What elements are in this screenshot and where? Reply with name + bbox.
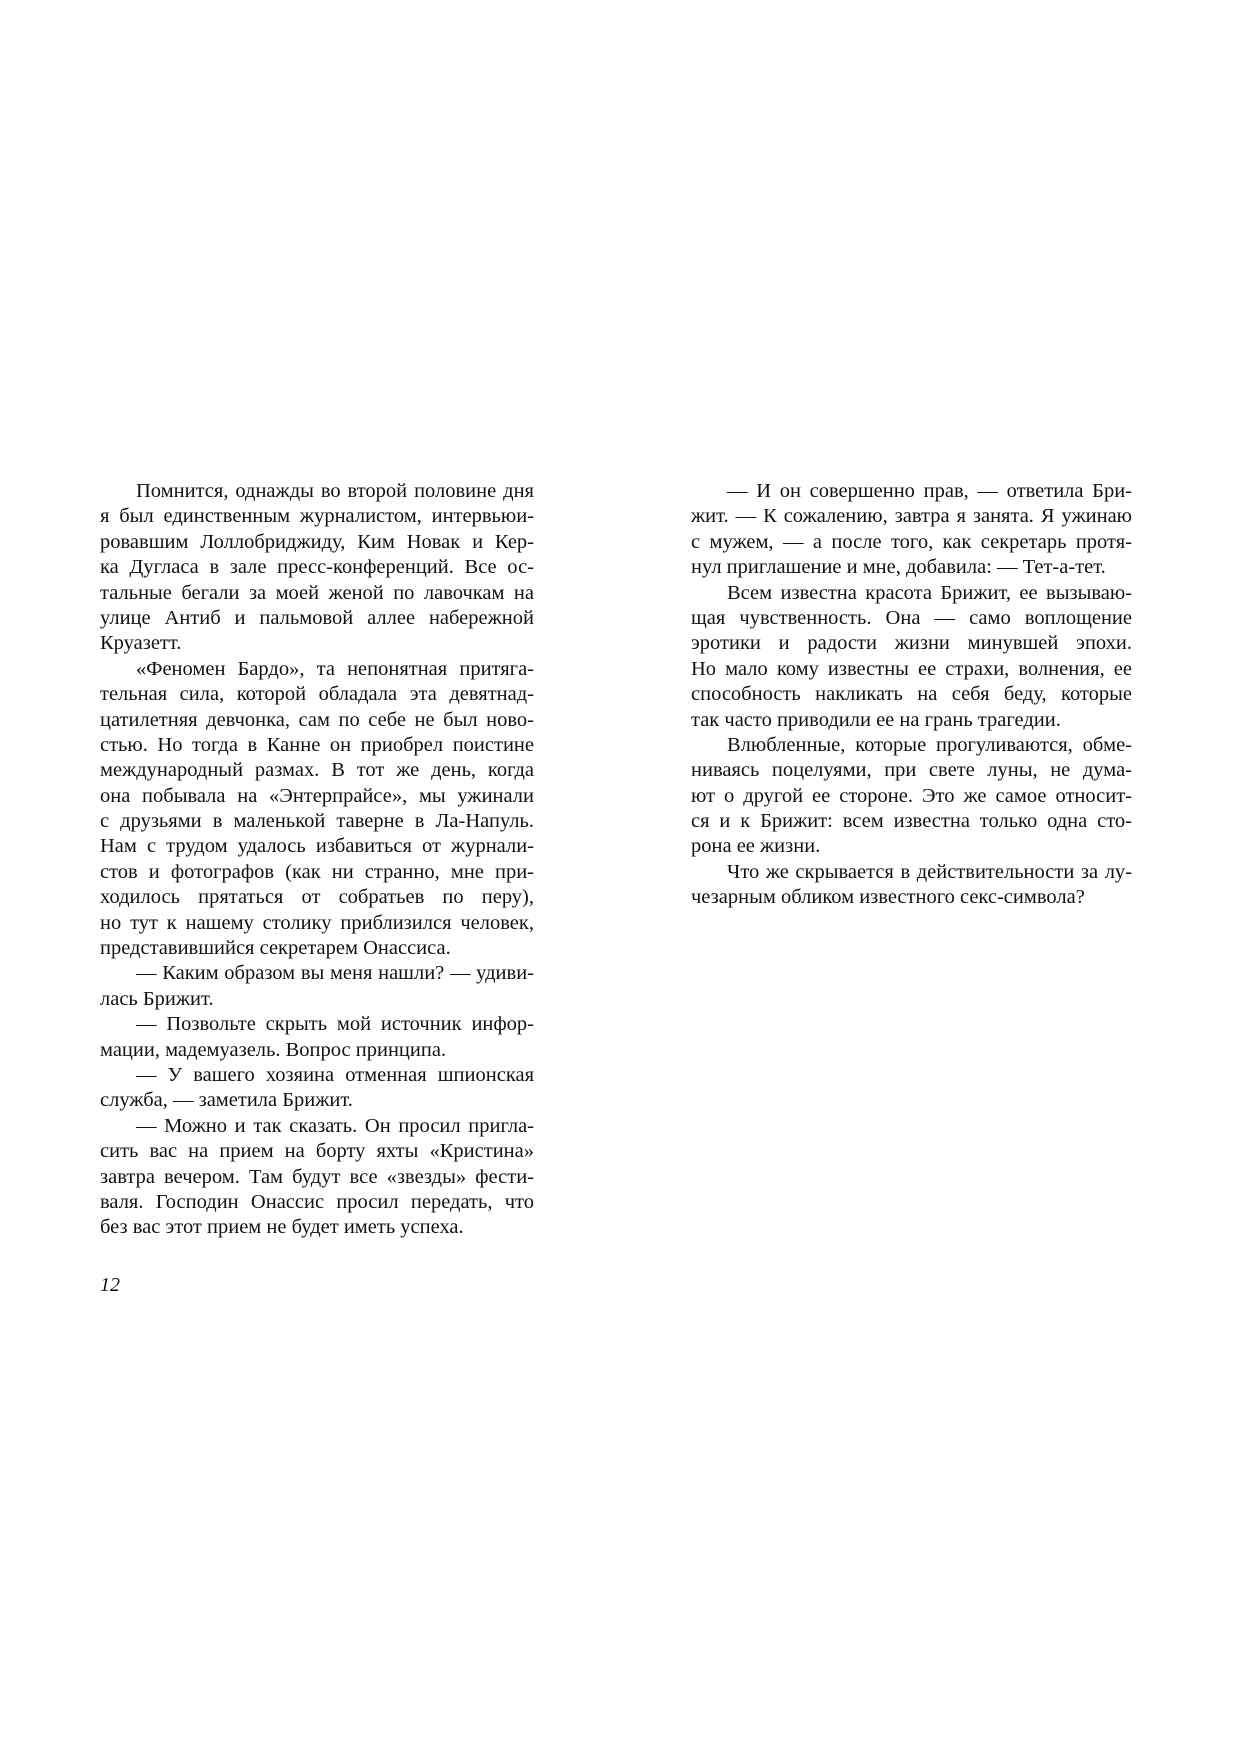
text-line: она побывала на «Энтерпрайсе», мы ужинали (100, 784, 534, 807)
text-line: мации, мадемуазель. Вопрос принципа. (100, 1038, 447, 1061)
left-column (100, 479, 534, 1241)
text-line: эротики и радости жизни минувшей эпохи. (691, 632, 1132, 655)
text-line: Нам с трудом удалось избавиться от журнали- (100, 835, 534, 858)
text-line: стью. Но тогда в Канне он приобрел поистине (100, 733, 534, 756)
text-line: — У вашего хозяина отменная шпионская (136, 1063, 534, 1086)
text-line: Помнится, однажды во второй половине дня (136, 480, 534, 502)
text-line: тальные бегали за моей женой по лавочкам на (100, 581, 534, 604)
text-line: Всем известна красота Брижит, ее вызываю- (727, 581, 1132, 604)
text-line: ся и к Брижит: всем известна только одна сто- (691, 810, 1132, 833)
text-line: лась Брижит. (100, 987, 214, 1010)
text-line: так часто приводили ее на грань трагедии. (691, 708, 1061, 731)
text-line: — Можно и так сказать. Он просил пригла- (136, 1114, 534, 1137)
text-line: чезарным обликом известного секс-символа? (691, 886, 1085, 909)
page-number: 12 (100, 1274, 120, 1296)
text-line: щая чувственность. Она — само воплощение (691, 606, 1132, 629)
text-line: но тут к нашему столику приблизился человек, (100, 911, 534, 934)
text-line: нул приглашение и мне, добавила: — Тет-а-тет. (691, 556, 1106, 579)
text-line: ка Дугласа в зале пресс-конференций. Все ос- (100, 556, 534, 579)
text-line: ходилось прятаться от собратьев по перу), (100, 886, 534, 909)
text-line: ровавшим Лоллобриджиду, Ким Новак и Кер- (100, 530, 534, 553)
text-line: служба, — заметила Брижит. (100, 1089, 353, 1112)
text-line: завтра вечером. Там будут все «звезды» фести- (100, 1165, 534, 1188)
text-line: ют о другой ее стороне. Это же самое относит- (691, 784, 1132, 807)
text-line: жит. — К сожалению, завтра я занята. Я ужинаю (691, 505, 1132, 528)
text-line: способность накликать на себя беду, которые (691, 683, 1132, 706)
text-line: международный размах. В тот же день, когда (100, 759, 534, 782)
text-line: — И он совершенно прав, — ответила Бри- (727, 480, 1132, 502)
text-line: Что же скрывается в действительности за лу- (727, 860, 1132, 883)
text-line: сить вас на прием на борту яхты «Кристина» (100, 1140, 534, 1163)
text-line: Влюбленные, которые прогуливаются, обме- (727, 733, 1132, 756)
text-line: стов и фотографов (как ни странно, мне при- (100, 860, 534, 883)
text-line: рона ее жизни. (691, 835, 821, 858)
text-line: улице Антиб и пальмовой аллее набережной (100, 606, 534, 629)
text-line: — Каким образом вы меня нашли? — удиви- (136, 962, 534, 985)
text-line: тельная сила, которой обладала эта девятнад- (100, 683, 534, 706)
text-line: Круазетт. (100, 632, 182, 655)
text-line: — Позвольте скрыть мой источник инфор- (136, 1013, 534, 1036)
text-line: с мужем, — а после того, как секретарь протя- (691, 530, 1132, 553)
text-line: цатилетняя девчонка, сам по себе не был ново- (100, 708, 534, 731)
text-line: с друзьями в маленькой таверне в Ла-Напуль. (100, 810, 534, 833)
text-line: я был единственным журналистом, интервьюи- (100, 505, 534, 528)
text-line: «Феномен Бардо», та непонятная притяга- (136, 657, 534, 680)
text-line: без вас этот прием не будет иметь успеха. (100, 1216, 464, 1239)
text-line: Но мало кому известны ее страхи, волнения, ее (691, 657, 1132, 680)
text-line: ниваясь поцелуями, при свете луны, не дума- (691, 759, 1132, 782)
text-line: представившийся секретарем Онассиса. (100, 937, 451, 960)
right-column (691, 479, 1132, 911)
text-line: валя. Господин Онассис просил передать, что (100, 1190, 534, 1213)
